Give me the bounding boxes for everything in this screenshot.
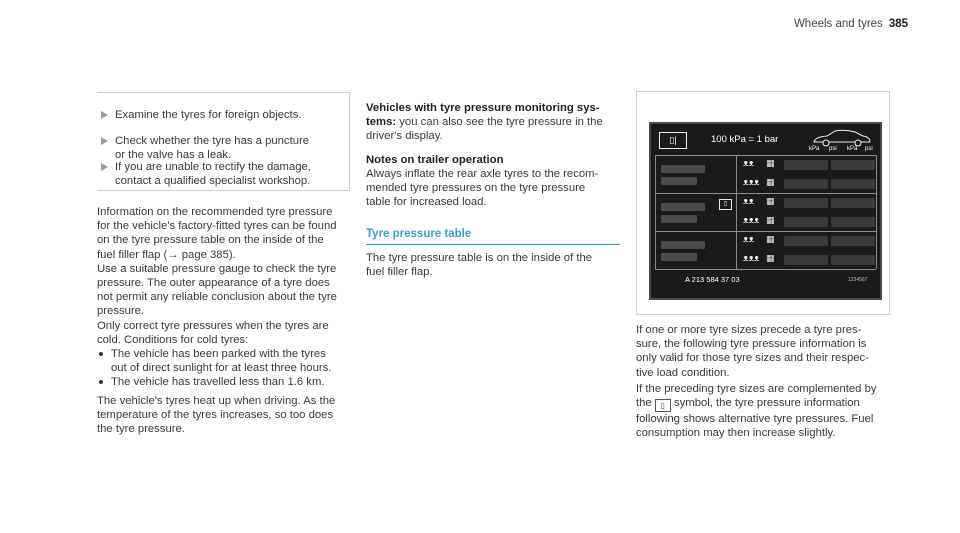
car-side-icon (811, 129, 873, 147)
pressure-cell (831, 217, 875, 227)
pressure-cell (831, 160, 875, 170)
luggage-icon: ▦ (766, 158, 775, 168)
occupants-icon: ᴥᴥᴥ (743, 177, 760, 187)
table-line (655, 231, 876, 232)
section-title: Tyre pressure table (366, 228, 472, 240)
luggage-icon: ▦ (766, 234, 775, 244)
tpms-paragraph: Vehicles with tyre pressure monitoring sys- tems: you can also see the tyre pressure in the driver's display. (366, 102, 603, 143)
occupants-icon: ᴥᴥᴥ (743, 253, 760, 263)
triangle-bullet-icon (101, 111, 108, 119)
pressure-cell (784, 217, 828, 227)
occupants-icon: ᴥᴥ (743, 158, 754, 168)
unit-label: psi (829, 146, 837, 152)
pressure-cell (831, 236, 875, 246)
tyre-size-placeholder (661, 203, 705, 211)
pressure-cell (784, 198, 828, 208)
trailer-paragraph: Notes on trailer operation Always inflate the rear axle tyres to the recom- mended tyre pressures on the tyre pressure table for increased load. (366, 153, 599, 209)
section-name: Wheels and tyres (793, 18, 883, 30)
table-line (655, 155, 876, 156)
triangle-bullet-icon (101, 163, 108, 171)
unit-label: psi (865, 146, 873, 152)
pressure-cell (784, 255, 828, 265)
instruction-item: If you are unable to rectify the damage, contact a qualified specialist workshop. (115, 160, 311, 188)
luggage-icon: ▦ (766, 253, 775, 263)
manual-book-icon: ▯ (655, 399, 671, 412)
right-column (636, 323, 906, 440)
page-header (794, 18, 908, 30)
pressure-cell (831, 179, 875, 189)
manual-book-icon: ▯ (719, 199, 732, 210)
pressure-cell (784, 179, 828, 189)
table-line (655, 269, 876, 270)
manual-book-icon: ▯| (659, 132, 687, 149)
luggage-icon: ▦ (766, 196, 775, 206)
bullet-item: The vehicle has travelled less than 1.6 km. (97, 375, 357, 389)
section-rule (366, 244, 620, 245)
part-number: A 213 584 37 03 (685, 275, 740, 284)
image-code: 1234567 (848, 277, 868, 283)
page-number: 385 (888, 18, 908, 30)
conversion-label: 100 kPa = 1 bar (711, 134, 779, 145)
instruction-box (97, 92, 350, 191)
pressure-cell (831, 255, 875, 265)
tyre-size-placeholder (661, 241, 705, 249)
paragraph: Information on the recommended tyre pressure for the vehicle's factory-fitted tyres can be found on the tyre pressure table on the inside of the fuel filler flap (→ page 385). (97, 206, 337, 261)
bullet-item: The vehicle has been parked with the tyres out of direct sunlight for at least three hours. (97, 347, 357, 375)
paragraph: If one or more tyre sizes precede a tyre pres- sure, the following tyre pressure information is only valid for those tyre sizes and their respec- tive load condition. (636, 324, 869, 379)
table-location-text: The tyre pressure table is on the inside of the fuel filler flap. (366, 252, 593, 279)
instruction-item: Examine the tyres for foreign objects. (115, 108, 302, 122)
unit-label: kPa (809, 146, 820, 152)
occupants-icon: ᴥᴥᴥ (743, 215, 760, 225)
tyre-size-placeholder (661, 177, 697, 185)
pressure-cell (784, 160, 828, 170)
paragraph: Only correct tyre pressures when the tyres are cold. Conditions for cold tyres: (97, 319, 329, 346)
table-line (655, 155, 656, 269)
paragraph: The vehicle's tyres heat up when driving. As the temperature of the tyres increases, so too does the tyre pressure. (97, 394, 336, 436)
tyre-pressure-sticker (649, 122, 882, 300)
tyre-pressure-figure (636, 91, 890, 315)
middle-column (366, 101, 626, 209)
luggage-icon: ▦ (766, 215, 775, 225)
tyre-size-placeholder (661, 215, 697, 223)
luggage-icon: ▦ (766, 177, 775, 187)
paragraph: Use a suitable pressure gauge to check the tyre pressure. The outer appearance of a tyre does not permit any reliable conclusion about the tyre pressure. (97, 262, 337, 318)
table-line (876, 155, 877, 269)
tyre-size-placeholder (661, 253, 697, 261)
occupants-icon: ᴥᴥ (743, 196, 754, 206)
tyre-size-placeholder (661, 165, 705, 173)
pressure-cell (784, 236, 828, 246)
triangle-bullet-icon (101, 137, 108, 145)
paragraph: If the preceding tyre sizes are complemented by the ▯ symbol, the tyre pressure information following shows alternative tyre pressures. Fuel consumption may then increase slightly. (636, 382, 877, 440)
table-line (655, 193, 876, 194)
left-column (97, 205, 357, 436)
occupants-icon: ᴥᴥ (743, 234, 754, 244)
unit-label: kPa (847, 146, 858, 152)
table-line (736, 155, 737, 269)
pressure-cell (831, 198, 875, 208)
instruction-item: Check whether the tyre has a puncture or the valve has a leak. (115, 134, 309, 162)
